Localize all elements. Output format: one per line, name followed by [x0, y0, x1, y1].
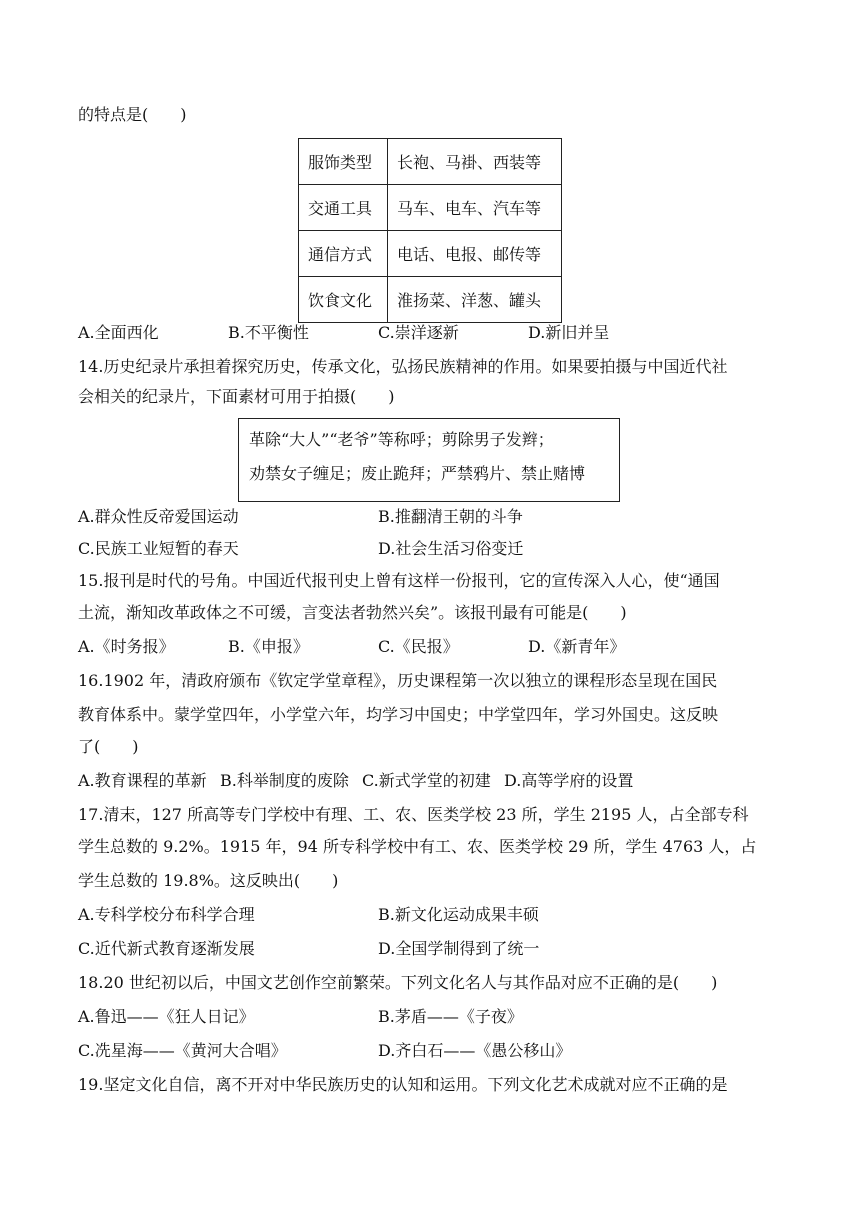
q17-option-b: B.新文化运动成果丰硕: [378, 905, 539, 924]
q13-option-a: A.全面西化: [78, 323, 159, 342]
q15-option-d: D.《新青年》: [528, 637, 626, 656]
q15-option-b: B.《申报》: [228, 637, 309, 656]
q17-stem-line3: 学生总数的 19.8%。这反映出( ): [78, 871, 339, 890]
q17-stem-line2: 学生总数的 9.2%。1915 年，94 所专科学校中有工、农、医类学校 29 所，学生 4763 人，占: [78, 837, 757, 856]
q17-stem-line1: 17.清末，127 所高等专门学校中有理、工、农、医类学校 23 所，学生 2195 人，占全部专科: [78, 805, 749, 824]
q16-stem-line1: 16.1902 年，清政府颁布《钦定学堂章程》，历史课程第一次以独立的课程形态呈现在国民: [78, 671, 718, 690]
q18-stem-line1: 18.20 世纪初以后，中国文艺创作空前繁荣。下列文化名人与其作品对应不正确的是( ): [78, 973, 718, 992]
q14-option-c: C.民族工业短暂的春天: [78, 539, 239, 558]
table-cell-label: 交通工具: [299, 185, 388, 231]
q18-option-a: A.鲁迅——《狂人日记》: [78, 1007, 255, 1026]
table-cell-label: 通信方式: [299, 231, 388, 277]
q14-source-box: [238, 418, 620, 502]
q13-option-d: D.新旧并呈: [528, 323, 610, 342]
q14-box-line2: 劝禁女子缠足；废止跪拜；严禁鸦片、禁止赌博: [249, 464, 586, 483]
q15-option-a: A.《时务报》: [78, 637, 175, 656]
q18-option-b: B.茅盾——《子夜》: [378, 1007, 523, 1026]
q16-option-a: A.教育课程的革新: [78, 771, 207, 790]
q17-option-a: A.专科学校分布科学合理: [78, 905, 255, 924]
table-cell-value: 马车、电车、汽车等: [388, 185, 562, 231]
q17-option-c: C.近代新式教育逐渐发展: [78, 939, 255, 958]
q13-table: [298, 138, 562, 323]
q16-stem-line3: 了( ): [78, 737, 139, 756]
q14-stem-line1: 14.历史纪录片承担着探究历史，传承文化，弘扬民族精神的作用。如果要拍摄与中国近代社: [78, 357, 728, 376]
q14-option-d: D.社会生活习俗变迁: [378, 539, 524, 558]
q16-option-c: C.新式学堂的初建: [362, 771, 491, 790]
q16-stem-line2: 教育体系中。蒙学堂四年，小学堂六年，均学习中国史；中学堂四年，学习外国史。这反映: [78, 705, 719, 724]
table-row: [299, 139, 562, 185]
q13-stem-tail: 的特点是( ): [78, 105, 187, 124]
table-row: [299, 231, 562, 277]
q14-option-b: B.推翻清王朝的斗争: [378, 507, 523, 526]
table-cell-value: 电话、电报、邮传等: [388, 231, 562, 277]
table-cell-value: 淮扬菜、洋葱、罐头: [388, 277, 562, 323]
table-cell-value: 长袍、马褂、西装等: [388, 139, 562, 185]
q15-stem-line1: 15.报刊是时代的号角。中国近代报刊史上曾有这样一份报刊，它的宣传深入人心，使“通国: [78, 571, 720, 590]
q19-stem-line1: 19.坚定文化自信，离不开对中华民族历史的认知和运用。下列文化艺术成就对应不正确的是: [78, 1075, 728, 1094]
q14-box-line1: 革除“大人”“老爷”等称呼；剪除男子发辫；: [249, 430, 554, 449]
table-cell-label: 服饰类型: [299, 139, 388, 185]
q13-option-c: C.崇洋逐新: [378, 323, 459, 342]
q14-stem-line2: 会相关的纪录片，下面素材可用于拍摄( ): [78, 387, 395, 406]
table-row: [299, 277, 562, 323]
q13-option-b: B.不平衡性: [228, 323, 309, 342]
table-row: [299, 185, 562, 231]
q15-stem-line2: 土流，渐知改革政体之不可缓，言变法者勃然兴矣”。该报刊最有可能是( ): [78, 603, 627, 622]
q18-option-d: D.齐白石——《愚公移山》: [378, 1041, 572, 1060]
table-cell-label: 饮食文化: [299, 277, 388, 323]
q18-option-c: C.冼星海——《黄河大合唱》: [78, 1041, 287, 1060]
q14-option-a: A.群众性反帝爱国运动: [78, 507, 239, 526]
q17-option-d: D.全国学制得到了统一: [378, 939, 540, 958]
q15-option-c: C.《民报》: [378, 637, 459, 656]
q16-option-d: D.高等学府的设置: [504, 771, 634, 790]
q16-option-b: B.科举制度的废除: [220, 771, 349, 790]
